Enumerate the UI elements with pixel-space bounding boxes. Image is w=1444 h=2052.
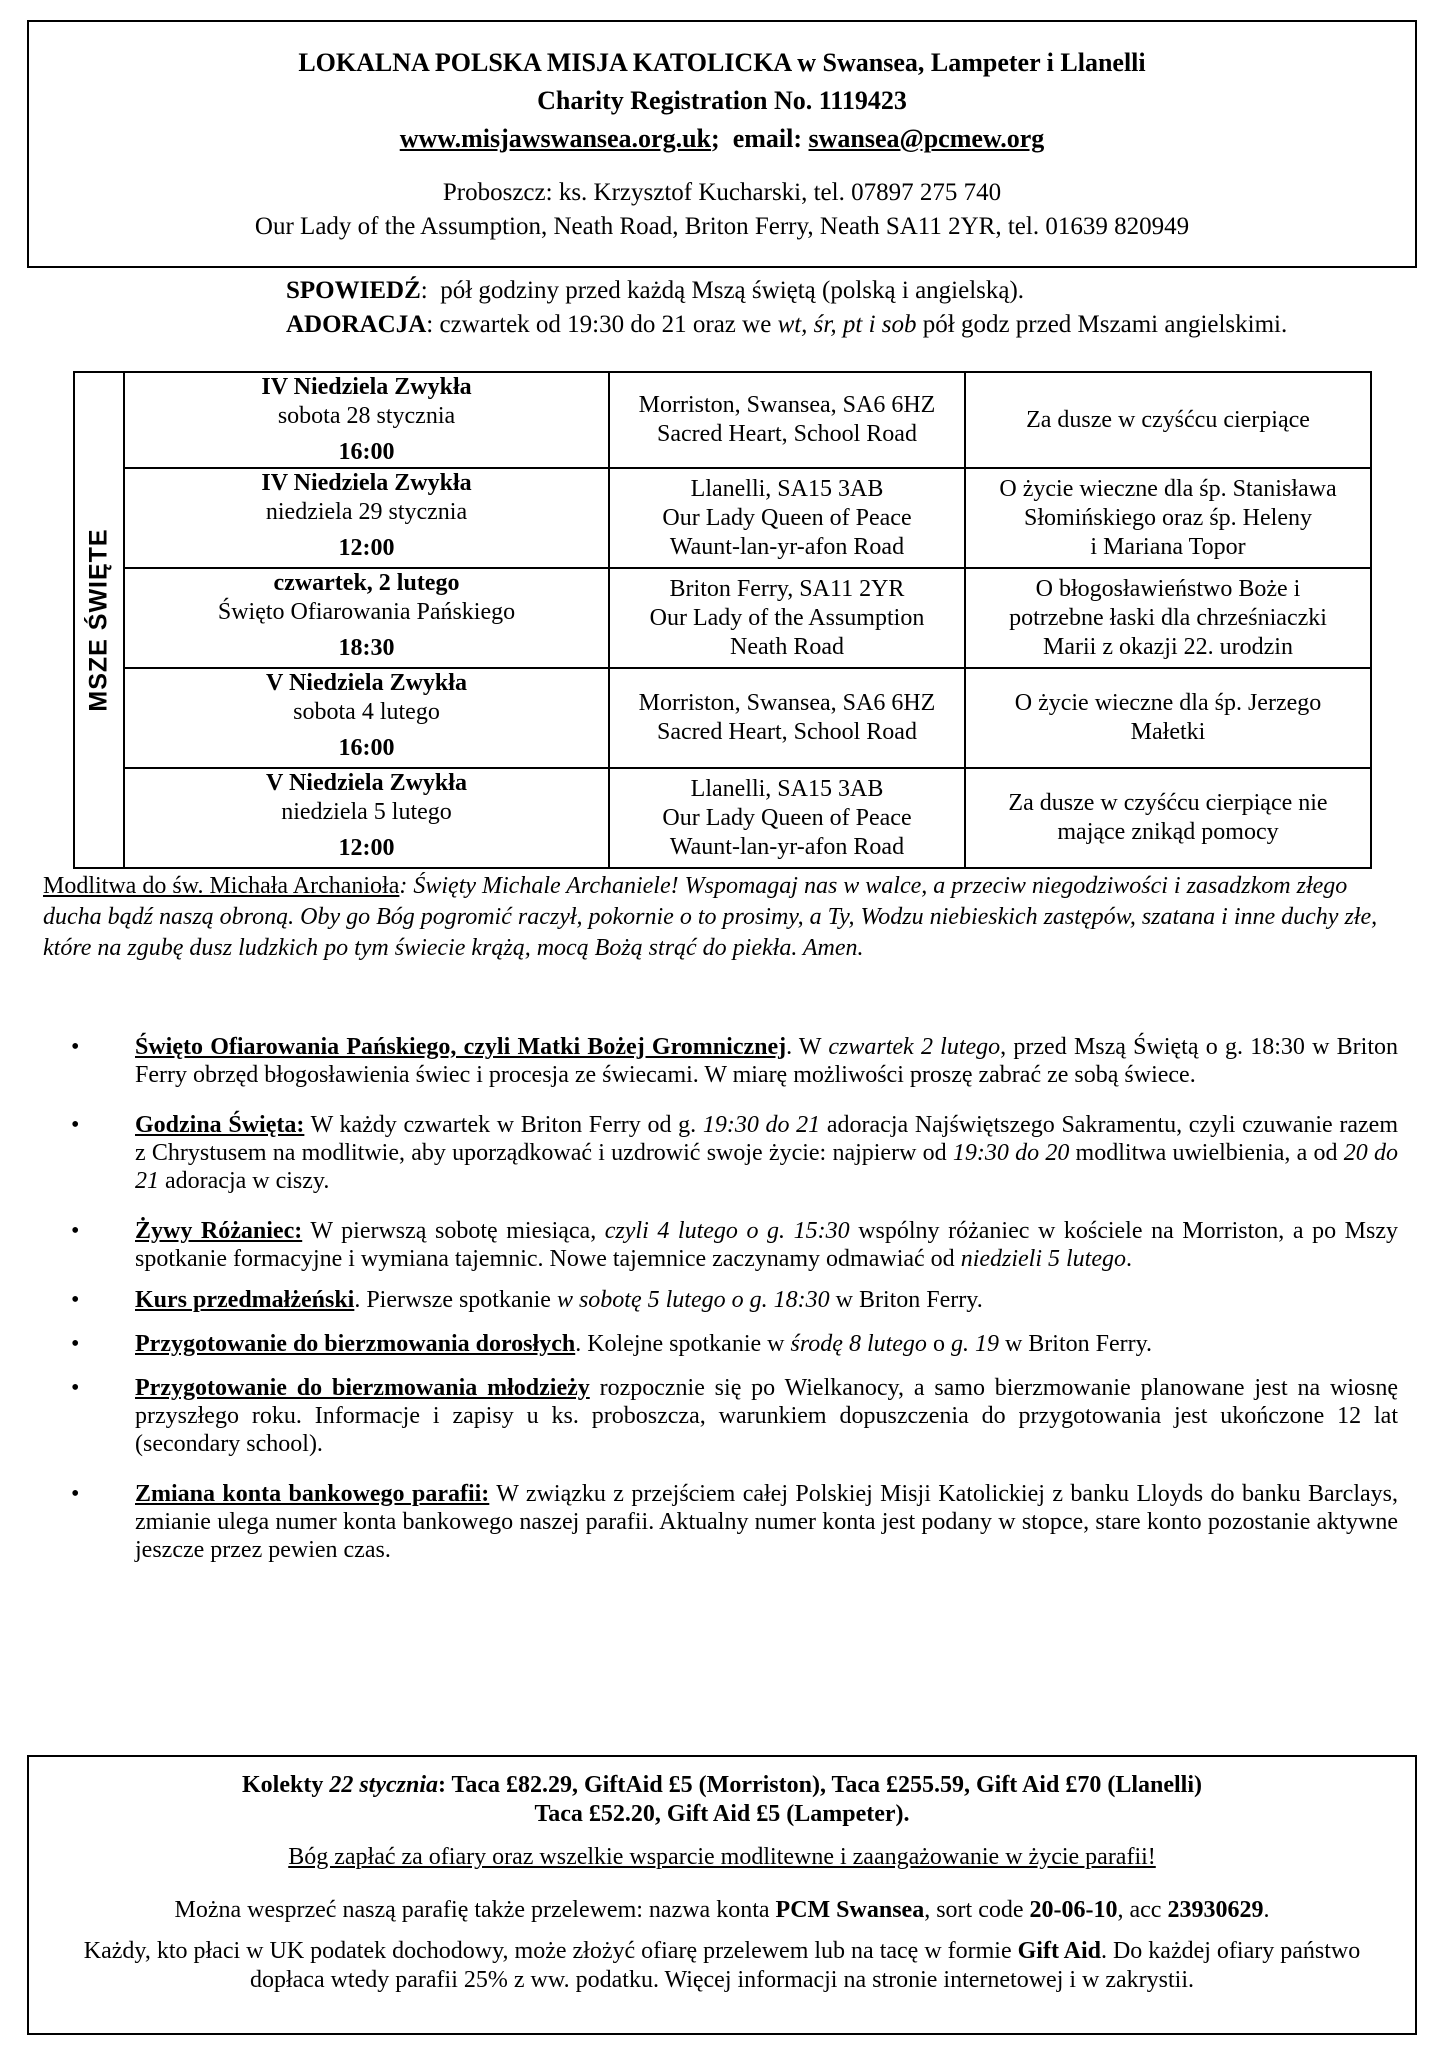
mass-intention-line: potrzebne łaski dla chrześniaczki — [1009, 604, 1327, 631]
mass-place-line: Briton Ferry, SA11 2YR — [669, 575, 905, 602]
email-link[interactable]: swansea@pcmew.org — [808, 124, 1045, 153]
info-lines — [286, 274, 1287, 342]
gift-aid-paragraph — [29, 1937, 1415, 1995]
mass-place-line: Our Lady of the Assumption — [649, 604, 925, 631]
mass-intention-line: O błogosławieństwo Boże i — [1035, 575, 1301, 602]
bullet: • — [71, 1218, 80, 1244]
prayer-paragraph — [43, 871, 1398, 964]
collections-line-2: Taca £52.20, Gift Aid £5 (Lampeter). — [534, 1801, 910, 1827]
mass-time: 18:30 — [338, 635, 395, 661]
mass-place-line: Morriston, Swansea, SA6 6HZ — [638, 690, 936, 716]
notice-title: Święto Ofiarowania Pańskiego, czyli Matki Bożej Gromnicznej — [135, 1034, 787, 1060]
bullet: • — [71, 1375, 80, 1401]
notice-text: . Pierwsze spotkanie — [354, 1287, 557, 1313]
collections-amounts: : Taca £82.29, GiftAid £5 (Morriston), Taca £255.59, Gift Aid £70 (Llanelli) — [437, 1772, 1202, 1798]
bullet: • — [71, 1287, 80, 1313]
notice-item — [43, 1374, 1398, 1458]
mass-place-line: Llanelli, SA15 3AB — [690, 475, 884, 502]
notice-item — [43, 1111, 1398, 1195]
notice-title: Godzina Święta: — [135, 1112, 305, 1138]
mass-intention-line: Za dusze w czyśćcu cierpiące nie — [1008, 790, 1328, 816]
mass-title: czwartek, 2 lutego — [273, 570, 460, 596]
notice-text: rozpocznie się po Wielkanocy, a samo bierzmowanie planowane jest na wiosnę przyszłego roku. Informacje i zapisy u ks. proboszcza, warunkiem dopuszczenia do przygotowania jest ukończone 12 lat (secondary school). — [135, 1375, 1398, 1457]
mass-place-line: Sacred Heart, School Road — [657, 421, 917, 447]
notice-text: o — [926, 1331, 951, 1357]
footer-box — [27, 1755, 1417, 2035]
mass-intention-line: i Mariana Topor — [1090, 533, 1246, 560]
mass-intention-line: mające znikąd pomocy — [1057, 819, 1279, 845]
sort-code: 20-06-10 — [1029, 1897, 1118, 1923]
mass-title: V Niedziela Zwykła — [266, 770, 467, 796]
notice-text: . W — [786, 1034, 829, 1060]
gift-aid-text: . Do każdej ofiary państwo dopłaca wtedy parafii 25% z ww. podatku. Więcej informacji na stronie internetowej i w zakrystii. — [249, 1938, 1361, 1993]
bank-text: . — [1263, 1897, 1270, 1923]
notice-item — [43, 1480, 1398, 1564]
notice-emphasis: w sobotę 5 lutego o g. 18:30 — [556, 1287, 830, 1313]
mass-place-cell — [609, 768, 965, 868]
account-name: PCM Swansea — [775, 1897, 925, 1923]
mass-intention-cell — [965, 768, 1371, 868]
charity-number: Charity Registration No. 1119423 — [537, 86, 907, 115]
mass-row — [74, 768, 1371, 868]
notice-emphasis: czwartek 2 lutego — [828, 1034, 1001, 1060]
mass-intention-line: O życie wieczne dla śp. Stanisława — [999, 475, 1337, 502]
prayer-title: Modlitwa do św. Michała Archanioła — [43, 873, 400, 899]
mass-row — [74, 568, 1371, 668]
mass-title: IV Niedziela Zwykła — [261, 374, 472, 400]
notice-text: W pierwszą sobotę miesiąca, — [302, 1218, 605, 1244]
notice-title: Przygotowanie do bierzmowania młodzieży — [135, 1375, 590, 1401]
notice-emphasis: 19:30 do 21 — [702, 1112, 821, 1138]
collections-label: Kolekty — [241, 1772, 330, 1798]
notice-item — [43, 1033, 1398, 1089]
mass-date: niedziela 5 lutego — [281, 799, 452, 825]
contact-separator: ; email: — [711, 124, 809, 153]
mass-intention-line: Małetki — [1130, 719, 1206, 745]
mass-schedule-table — [73, 371, 1372, 869]
collections-line — [29, 1771, 1415, 1800]
mass-date: Święto Ofiarowania Pańskiego — [217, 599, 516, 625]
adoration-text-a: : czwartek od 19:30 do 21 oraz we — [426, 311, 778, 338]
notice-emphasis: środę 8 lutego — [790, 1331, 927, 1357]
bullet: • — [71, 1331, 80, 1357]
notice-item — [43, 1217, 1398, 1273]
notice-text: modlitwa uwielbienia, a od — [1069, 1140, 1344, 1166]
collections-date: 22 stycznia — [329, 1772, 438, 1798]
bank-text: , sort code — [924, 1897, 1030, 1923]
mass-place-line: Llanelli, SA15 3AB — [690, 775, 884, 802]
mass-intention-line: Za dusze w czyśćcu cierpiące — [1026, 406, 1310, 433]
mass-time: 12:00 — [338, 535, 395, 561]
mass-day-cell — [124, 568, 609, 668]
notice-title: Zmiana konta bankowego parafii: — [135, 1481, 490, 1507]
notice-emphasis: 19:30 do 20 — [952, 1140, 1070, 1166]
bullet: • — [71, 1112, 80, 1138]
gift-aid-label: Gift Aid — [1017, 1938, 1101, 1964]
mass-row — [74, 468, 1371, 568]
mass-place-line: Our Lady Queen of Peace — [662, 804, 912, 831]
mass-time: 16:00 — [338, 439, 395, 465]
mass-place-line: Waunt-lan-yr-afon Road — [669, 833, 905, 860]
mass-date: sobota 28 stycznia — [277, 403, 456, 429]
mass-place-cell — [609, 568, 965, 668]
mass-day-cell — [124, 768, 609, 868]
notice-title: Kurs przedmałżeński — [135, 1287, 355, 1313]
bank-details-line — [29, 1896, 1415, 1925]
notice-title: Przygotowanie do bierzmowania dorosłych — [135, 1331, 576, 1357]
mass-intention-line: Marii z okazji 22. urodzin — [1043, 633, 1293, 660]
contact-line — [29, 120, 1415, 158]
notice-text: adoracja Najświętszego Sakramentu, czyli czuwanie razem z Chrystusem na modlitwie, aby uporządkować i uzdrowić swoje życie: najpierw od — [135, 1112, 1398, 1166]
notice-title: Żywy Różaniec: — [135, 1218, 303, 1244]
gift-aid-text: Każdy, kto płaci w UK podatek dochodowy, może złożyć ofiarę przelewem lub na tacę w formie — [83, 1938, 1018, 1964]
adoration-text-b: pół godz przed Mszami angielskimi. — [916, 311, 1288, 338]
mass-place-line: Sacred Heart, School Road — [657, 719, 917, 745]
notice-text: w Briton Ferry. — [998, 1331, 1153, 1357]
mass-row — [74, 668, 1371, 768]
mass-day-cell — [124, 668, 609, 768]
mass-time: 12:00 — [338, 835, 395, 861]
mass-place-line: Waunt-lan-yr-afon Road — [669, 533, 905, 560]
mass-title: IV Niedziela Zwykła — [261, 470, 472, 496]
adoration-label: ADORACJA — [286, 311, 427, 338]
notice-item — [43, 1330, 1398, 1358]
mass-day-cell — [124, 468, 609, 568]
mass-intention-cell — [965, 668, 1371, 768]
mass-row — [74, 372, 1371, 468]
notice-text: wspólny różaniec w kościele na Morriston, a po Mszy spotkanie formacyjne i wymiana tajemnic. Nowe tajemnice zaczynamy odmawiać od — [135, 1218, 1399, 1272]
pastor-line: Proboszcz: ks. Krzysztof Kucharski, tel. 07897 275 740 — [442, 179, 1002, 206]
notice-text: W związku z przejściem całej Polskiej Misji Katolickiej z banku Lloyds do banku Barclays, zmianie ulega numer konta bankowego naszej parafii. Aktualny numer konta jest podany w stopce, stare konto pozostanie aktywne jeszcze przez pewien czas. — [135, 1481, 1398, 1563]
adoration-line — [286, 308, 1287, 342]
confession-line — [286, 274, 1287, 308]
header-box — [27, 20, 1417, 268]
notice-text: w Briton Ferry. — [829, 1287, 983, 1313]
mass-intention-cell — [965, 372, 1371, 468]
mass-time: 16:00 — [338, 735, 395, 761]
thanks-line: Bóg zapłać za ofiary oraz wszelkie wsparcie modlitewne i zaangażowanie w życie parafii! — [288, 1844, 1156, 1870]
notice-emphasis: czyli 4 lutego o g. 15:30 — [604, 1218, 850, 1244]
prayer-text: : Święty Michale Archaniele! Wspomagaj nas w walce, a przeciw niegodziwości i zasadzkom złego ducha bądź naszą obroną. Oby go Bóg pogromić raczył, pokornie o to prosimy, a Ty, Wodzu niebieskich zastępów, szatana i inne duchy złe, które na zgubę dusz ludzkich po tym świecie krążą, mocą Bożą strąć do piekła. Amen. — [43, 873, 1378, 961]
mass-place-line: Neath Road — [730, 633, 844, 660]
notices-list — [43, 1033, 1398, 1564]
notice-item — [43, 1286, 1398, 1314]
masses-side-label: MSZE ŚWIĘTE — [84, 528, 113, 712]
mass-date: sobota 4 lutego — [293, 699, 440, 725]
confession-text: : pół godziny przed każdą Mszą świętą (polską i angielską). — [420, 277, 1025, 304]
mass-date: niedziela 29 stycznia — [265, 499, 468, 525]
bullet: • — [71, 1034, 80, 1060]
notice-text: . Kolejne spotkanie w — [575, 1331, 791, 1357]
mass-intention-line: Słomińskiego oraz śp. Heleny — [1024, 504, 1312, 531]
notice-emphasis: 20 do 21 — [135, 1140, 1398, 1194]
bank-text: , acc — [1117, 1897, 1168, 1923]
mission-title: LOKALNA POLSKA MISJA KATOLICKA w Swansea, Lampeter i Llanelli — [298, 48, 1146, 77]
side-label-cell — [74, 372, 124, 868]
notice-emphasis: niedzieli 5 lutego — [960, 1246, 1126, 1272]
mass-place-cell — [609, 372, 965, 468]
bullet: • — [71, 1481, 80, 1507]
mass-place-cell — [609, 668, 965, 768]
mass-place-cell — [609, 468, 965, 568]
mass-intention-cell — [965, 568, 1371, 668]
website-link[interactable]: www.misjawswansea.org.uk — [399, 124, 712, 153]
notice-text: adoracja w ciszy. — [159, 1168, 330, 1194]
confession-label: SPOWIEDŹ — [286, 277, 421, 304]
account-number: 23930629 — [1167, 1897, 1264, 1923]
notice-text: . — [1126, 1246, 1132, 1272]
adoration-days: wt, śr, pt i sob — [777, 311, 917, 338]
notice-emphasis: g. 19 — [950, 1331, 999, 1357]
notice-text: W każdy czwartek w Briton Ferry od g. — [304, 1112, 703, 1138]
mass-place-line: Our Lady Queen of Peace — [662, 504, 912, 531]
mass-intention-line: O życie wieczne dla śp. Jerzego — [1014, 690, 1322, 716]
mass-day-cell — [124, 372, 609, 468]
notice-text: , przed Mszą Świętą o g. 18:30 w Briton Ferry obrzęd błogosławienia świec i procesja ze świecami. W miarę możliwości proszę zabrać ze sobą świece. — [135, 1034, 1398, 1088]
mass-title: V Niedziela Zwykła — [266, 670, 467, 696]
bank-text: Można wesprzeć naszą parafię także przelewem: nazwa konta — [174, 1897, 776, 1923]
church-address: Our Lady of the Assumption, Neath Road, Briton Ferry, Neath SA11 2YR, tel. 01639 820949 — [254, 213, 1190, 240]
mass-place-line: Morriston, Swansea, SA6 6HZ — [638, 392, 936, 418]
mass-intention-cell — [965, 468, 1371, 568]
